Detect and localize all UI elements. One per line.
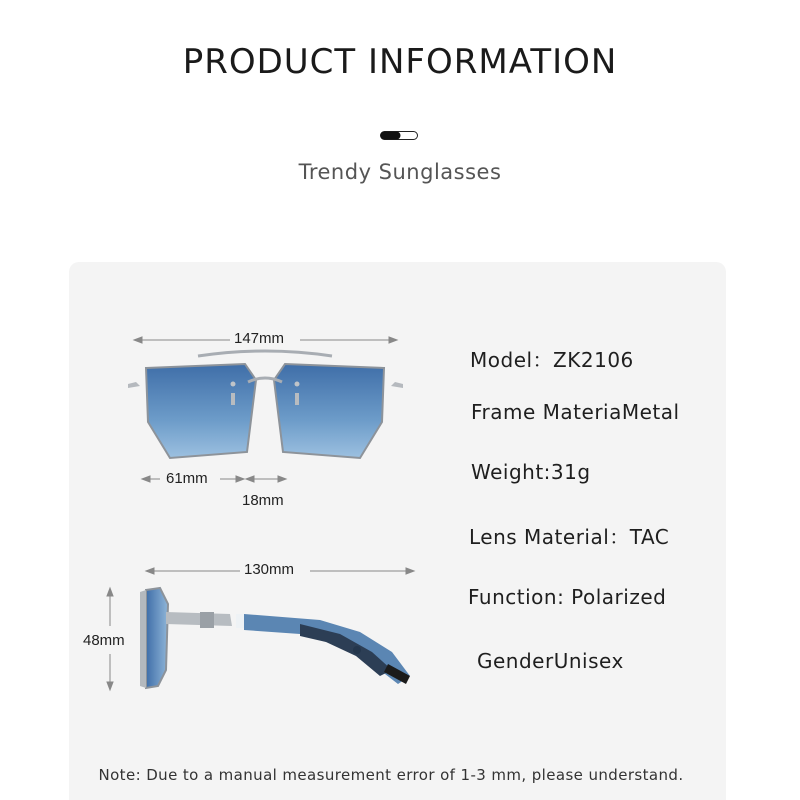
total-width-label: 147mm [234,330,285,347]
spec-model: Model：ZK2106 [470,348,634,372]
page-title: PRODUCT INFORMATION [182,42,618,82]
spec-weight: Weight:31g [471,460,591,484]
lens-width-label: 61mm [166,470,208,487]
bridge-width-label: 18mm [242,492,284,509]
spec-function: Function: Polarized [468,585,667,609]
temple-length-label: 130mm [244,561,295,578]
spec-frame-material: Frame MateriaMetal [471,400,680,424]
spec-lens-material: Lens Material：TAC [469,525,670,549]
measurement-note: Note: Due to a manual measurement error of 1-3 mm, please understand. [98,766,684,784]
spec-gender: GenderUnisex [477,649,624,673]
lens-height-label: 48mm [83,632,125,649]
page-subtitle: Trendy Sunglasses [298,160,502,184]
